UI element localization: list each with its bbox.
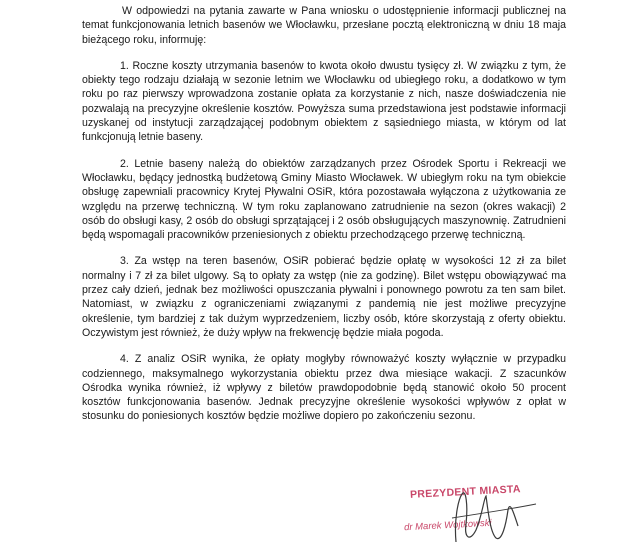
point-3: 3. Za wstęp na teren basenów, OSiR pobierać będzie opłatę w wysokości 12 zł za bilet normalny i 7 zł za bilet ulgowy. Są to opłaty za wstęp (nie za godzinę). Bilet wstępu obowiązywać ma przez cały dzień, jednak bez możliwości opuszczania pływalni i ponownego powrotu za ten sam bilet. Natomiast, w związku z ograniczeniami związanymi z pandemią nie jest możliwe precyzyjne określenie, tym bardziej z tak dużym wyprzedzeniem, liczby osób, które skorzystają z oferty obiektu. Oczywistym jest również, że duży wpływ na frekwencję będzie miała pogoda. bbox=[82, 255, 566, 339]
stamp-title: PREZYDENT MIASTA bbox=[409, 483, 522, 501]
handwritten-signature bbox=[396, 480, 566, 554]
letter-intro: W odpowiedzi na pytania zawarte w Pana wniosku o udostępnienie informacji publicznej na temat funkcjonowania letnich basenów we Włocławku, przesłane pocztą elektroniczną w dniu 18 maja bieżącego roku, informuję: bbox=[82, 5, 566, 46]
point-4: 4. Z analiz OSiR wynika, że opłaty mogłyby równoważyć koszty wyłącznie w przypadku codziennego, maksymalnego wykorzystania obiektu przez dwa miesiące wakacji. Z szacunków Ośrodka wynika również, iż wpływy z biletów prawdopodobnie będą stanowić około 50 procent kosztów funkcjonowania basenów. Jednak precyzyjne określenie wysokości wpływów z opłat w stosunku do poniesionych kosztów będzie możliwe dopiero po zakończeniu sezonu. bbox=[82, 353, 566, 423]
point-2: 2. Letnie baseny należą do obiektów zarządzanych przez Ośrodek Sportu i Rekreacji we Włocławku, będący jednostką budżetową Gminy Miasto Włocławek. W ubiegłym roku na tym obiekcie obsługę zapewniali pracownicy Krytej Pływalni OSiR, która pozostawała wyłączona z użytkowania ze względu na przerwę techniczną. W tym roku zaplanowano zatrudnienie na sezon (okres wakacji) 2 osób do obsługi kasy, 2 osób do obsługi sprzątającej i 2 osób obsługujących maszynownię. Zatrudnieni będą wspomagali pracowników przeniesionych z obiektu przechodzącego przerwę techniczną. bbox=[82, 157, 566, 242]
signature-block bbox=[396, 480, 566, 554]
point-1: 1. Roczne koszty utrzymania basenów to kwota około dwustu tysięcy zł. W związku z tym, że obiekty tego rodzaju działają w sezonie letnim we Włocławku od ubiegłego roku, a dodatkowo w tym roku po raz pierwszy wprowadzona zostanie opłata za korzystanie z nich, nasze doświadczenia nie pozwalają na precyzyjne określenie kosztów. Powyższa suma przedstawiona jest podstawie informacji uzyskanej od instytucji zarządzającej podobnym obiektem z sąsiedniego miasta, w którym od lat funkcjonują letnie baseny. bbox=[82, 59, 566, 144]
letter-body bbox=[82, 4, 566, 436]
stamp-name: dr Marek Wojtkowski bbox=[403, 517, 492, 534]
